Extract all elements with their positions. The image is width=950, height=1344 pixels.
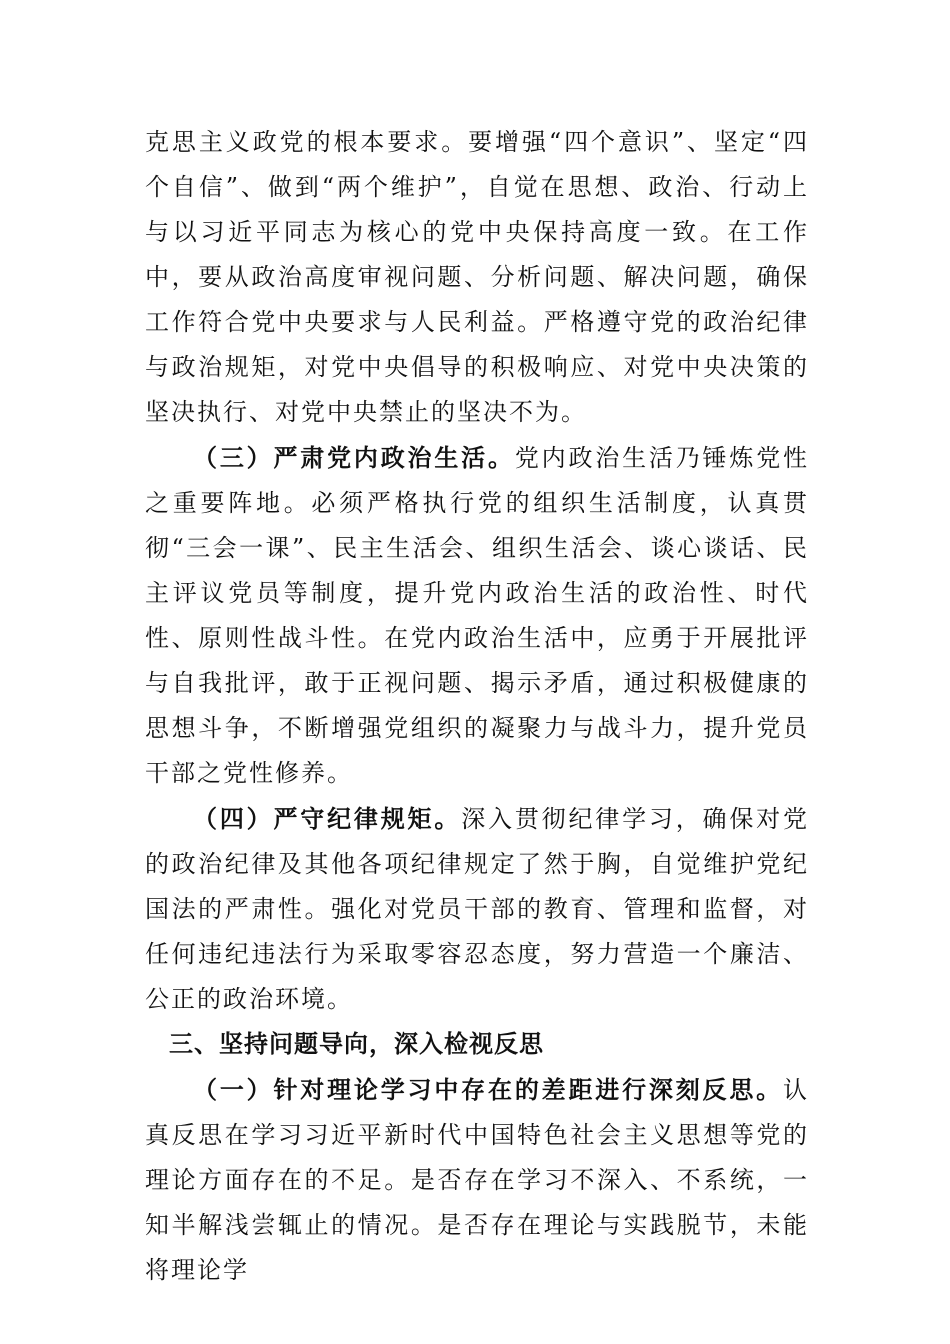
paragraph-text: 深入贯彻纪律学习，确保对党的政治纪律及其他各项纪律规定了然于胸，自觉维护党纪国法的严肃性。强化对党员干部的教育、管理和监督，对任何违纪违法行为采取零容忍态度，努力营造一个廉洁、公正的政治环境。 (145, 805, 810, 1013)
paragraph-text: 认真反思在学习习近平新时代中国特色社会主义思想等党的理论方面存在的不足。是否存在学习不深入、不系统，一知半解浅尝辄止的情况。是否存在理论与实践脱节，未能将理论学 (145, 1076, 809, 1284)
paragraph-lead: （四）严守纪律规矩。 (193, 804, 462, 833)
paragraph-continuation (145, 120, 809, 435)
paragraph-text: 党内政治生活乃锤炼党性之重要阵地。必须严格执行党的组织生活制度，认真贯彻“三会一课”、民主生活会、组织生活会、谈心谈话、民主评议党员等制度，提升党内政治生活的政治性、时代性、原则性战斗性。在党内政治生活中，应勇于开展批评与自我批评，敢于正视问题、揭示矛盾，通过积极健康的思想斗争，不断增强党组织的凝聚力与战斗力，提升党员干部之党性修养。 (145, 444, 810, 787)
paragraph-lead: （三）严肃党内政治生活。 (193, 443, 515, 472)
paragraph-theory-reflection (145, 1067, 809, 1293)
paragraph-text: 克思主义政党的根本要求。要增强“四个意识”、坚定“四个自信”、做到“两个维护”，自觉在思想、政治、行动上与以习近平同志为核心的党中央保持高度一致。在工作中，要从政治高度审视问题、分析问题、解决问题，确保工作符合党中央要求与人民利益。严格遵守党的政治纪律与政治规矩，对党中央倡导的积极响应、对党中央决策的坚决执行、对党中央禁止的坚决不为。 (145, 128, 809, 426)
paragraph-discipline (145, 796, 809, 1022)
paragraph-party-life (145, 435, 809, 796)
paragraph-lead: （一）针对理论学习中存在的差距进行深刻反思。 (193, 1075, 783, 1104)
document-body (145, 120, 809, 1293)
section-heading: 三、坚持问题导向，深入检视反思 (169, 1030, 544, 1058)
